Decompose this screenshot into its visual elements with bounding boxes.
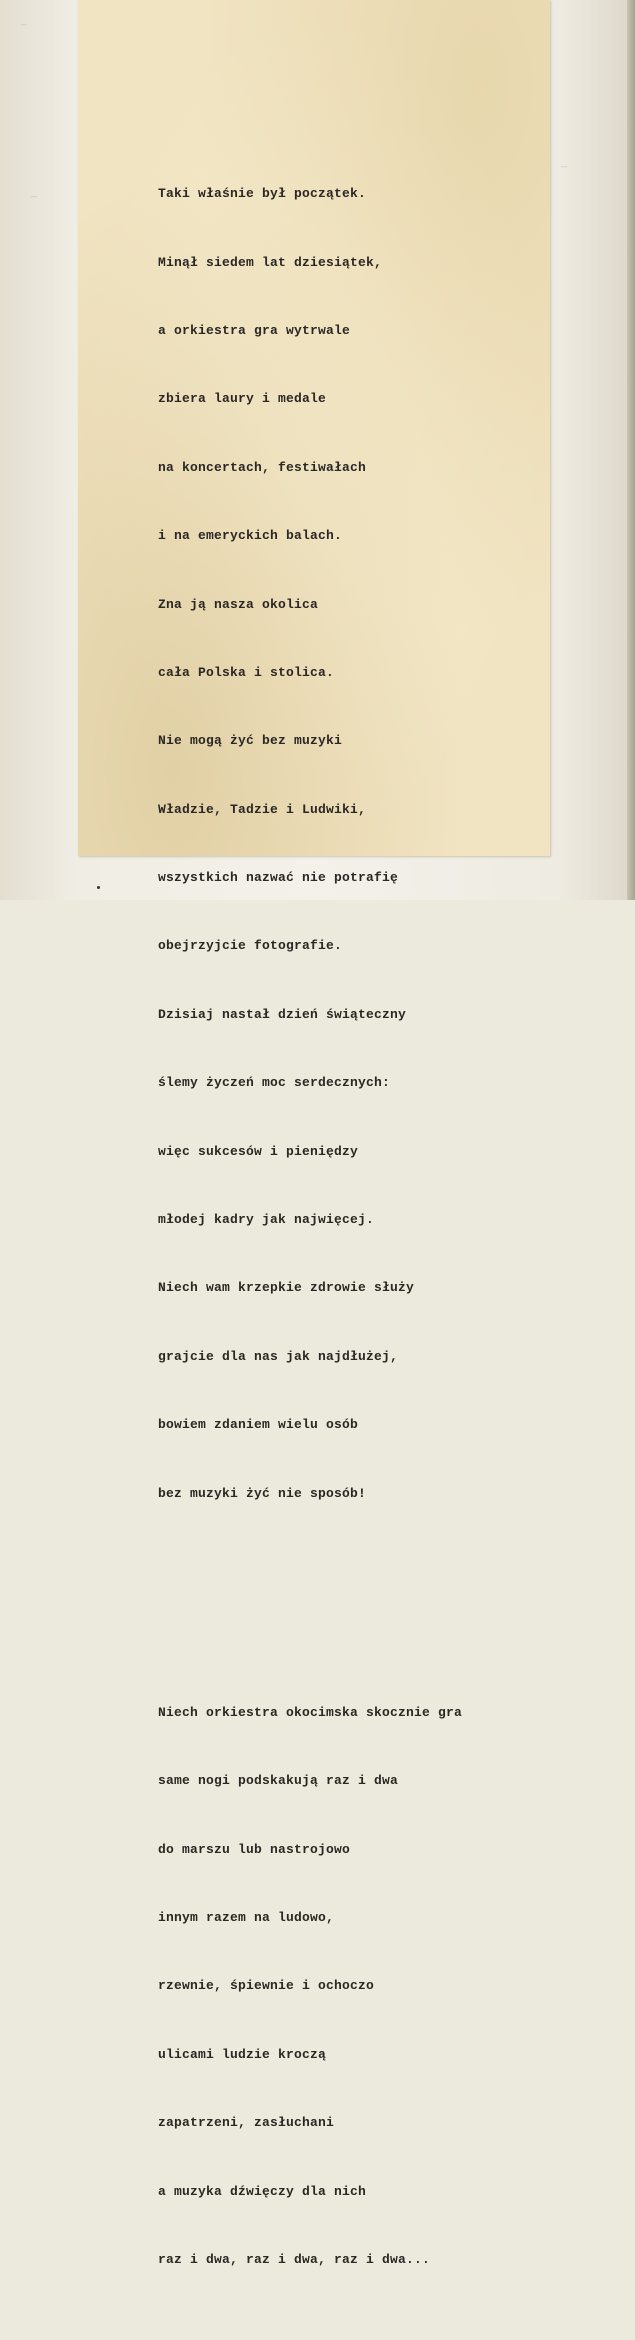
poem-line: więc sukcesów i pieniędzy (158, 1143, 359, 1159)
poem-line: ulicami ludzie kroczą (158, 2046, 327, 2062)
poem-line: młodej kadry jak najwięcej. (158, 1212, 375, 1228)
poem-line: Niech wam krzepkie zdrowie służy (158, 1280, 415, 1296)
page-edge (627, 0, 635, 900)
poem-line: obejrzyjcie fotografie. (158, 938, 343, 954)
stanza-break (158, 1597, 462, 1611)
bleed-through-mark: ~ (559, 159, 569, 176)
poem-line: raz i dwa, raz i dwa, raz i dwa... (158, 2251, 431, 2267)
poem-line: na koncertach, festiwałach (158, 459, 367, 475)
poem-line: Taki właśnie był początek. (158, 186, 367, 202)
poem-line: Niech orkiestra okocimska skocznie gra (158, 1704, 463, 1720)
ink-dot (97, 886, 100, 889)
poem-line: same nogi podskakują raz i dwa (158, 1773, 399, 1789)
poem-line: ślemy życzeń moc serdecznych: (158, 1075, 391, 1091)
poem-line: i na emeryckich balach. (158, 528, 343, 544)
bleed-through-mark: ~ (19, 17, 29, 34)
poem-line: Minął siedem lat dziesiątek, (158, 254, 383, 270)
poem-line: Nie mogą żyć bez muzyki (158, 733, 343, 749)
poem-text (158, 92, 462, 2340)
poem-line: a muzyka dźwięczy dla nich (158, 2183, 367, 2199)
poem-line: Zna ją nasza okolica (158, 596, 319, 612)
poem-line: cała Polska i stolica. (158, 664, 335, 680)
stanza-1 (158, 138, 462, 1551)
poem-line: a orkiestra gra wytrwale (158, 322, 351, 338)
poem-line: wszystkich nazwać nie potrafię (158, 870, 399, 886)
bleed-through-mark: ~ (29, 189, 39, 206)
poem-line: bez muzyki żyć nie sposób! (158, 1485, 367, 1501)
poem-line: zapatrzeni, zasłuchani (158, 2115, 335, 2131)
poem-line: innym razem na ludowo, (158, 1909, 335, 1925)
poem-line: rzewnie, śpiewnie i ochoczo (158, 1978, 375, 1994)
poem-line: bowiem zdaniem wielu osób (158, 1417, 359, 1433)
poem-line: do marszu lub nastrojowo (158, 1841, 351, 1857)
stanza-2 (158, 1656, 462, 2317)
poem-line: Dzisiaj nastał dzień świąteczny (158, 1006, 407, 1022)
poem-line: zbiera laury i medale (158, 391, 327, 407)
poem-line: grajcie dla nas jak najdłużej, (158, 1348, 399, 1364)
poem-line: Władzie, Tadzie i Ludwiki, (158, 801, 367, 817)
